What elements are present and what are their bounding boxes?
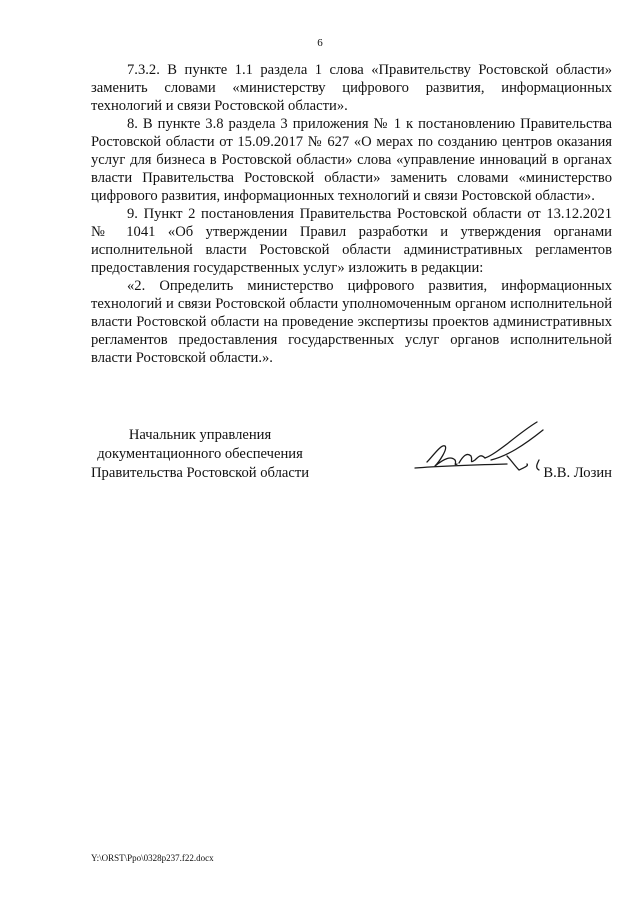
paragraph-7-3-2: 7.3.2. В пункте 1.1 раздела 1 слова «Правительству Ростовской области» заменить словами «министерству цифрового развития, информационных технологий и связи Ростовской области». (91, 62, 612, 114)
signatory-title-line1: Начальник управления (128, 427, 272, 443)
page-number: 6 (317, 37, 323, 49)
signatory-title-line2: документационного обеспечения (97, 446, 303, 462)
signatory-name: В.В. Лозин (543, 465, 612, 481)
signatory-title (91, 426, 309, 483)
paragraph-8: 8. В пункте 3.8 раздела 3 приложения № 1 к постановлению Правительства Ростовской области от 15.09.2017 № 627 «О мерах по созданию центров оказания услуг для бизнеса в Ростовской области» слова «управление инноваций в органах власти Правительства Ростовской области» заменить словами «министерство цифрового развития, информационных технологий и связи Ростовской области». (91, 116, 612, 204)
signatory-title-line3: Правительства Ростовской области (91, 465, 310, 481)
document-body (91, 61, 612, 367)
paragraph-9: 9. Пункт 2 постановления Правительства Ростовской области от 13.12.2021 № 1041 «Об утверждении Правил разработки и утверждения органами исполнительной власти Ростовской области административных регламентов предоставления государственных услуг» изложить в редакции: (91, 206, 612, 276)
signature-block (91, 426, 612, 496)
file-path-footer: Y:\ORST\Ppo\0328p237.f22.docx (91, 853, 214, 863)
paragraph-9-quote: «2. Определить министерство цифрового развития, информационных технологий и связи Ростовской области уполномоченным органом исполнительной власти Ростовской области на проведение экспертизы проектов административных регламентов предоставления государственных услуг органов исполнительной власти Ростовской области.». (91, 278, 612, 366)
